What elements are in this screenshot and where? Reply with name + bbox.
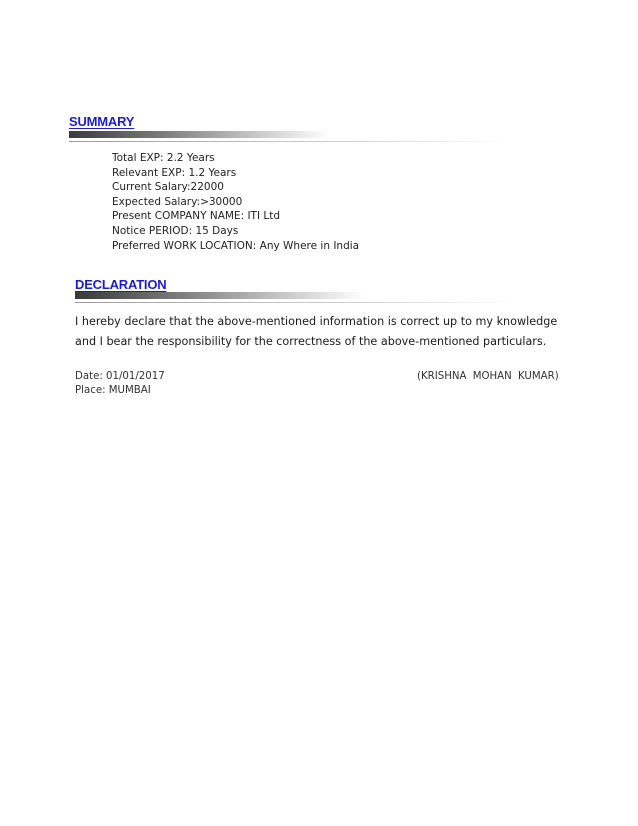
declaration-signature: (KRISHNA MOHAN KUMAR) [417, 371, 559, 382]
summary-item-notice-period: Notice PERIOD: 15 Days [112, 224, 239, 237]
summary-list [112, 151, 359, 253]
declaration-line-1: I hereby declare that the above-mentioned information is correct up to my knowledge [75, 315, 558, 328]
summary-item-company: Present COMPANY NAME: ITI Ltd [112, 210, 281, 223]
summary-item-expected-salary: Expected Salary:>30000 [112, 195, 243, 208]
summary-item-current-salary: Current Salary:22000 [112, 181, 224, 194]
declaration-place: Place: MUMBAI [75, 385, 151, 396]
summary-divider [69, 141, 509, 142]
summary-item-work-location: Preferred WORK LOCATION: Any Where in India [112, 239, 360, 252]
declaration-statement [75, 312, 575, 352]
summary-item-total-exp: Total EXP: 2.2 Years [112, 152, 215, 164]
declaration-line-2: and I bear the responsibility for the correctness of the above-mentioned particulars. [75, 335, 547, 348]
declaration-date: Date: 01/01/2017 [75, 371, 165, 382]
declaration-heading-bar [75, 292, 365, 299]
summary-heading: SUMMARY [69, 114, 135, 129]
declaration-divider [75, 302, 520, 303]
summary-heading-bar [69, 131, 329, 138]
declaration-heading: DECLARATION [75, 277, 167, 292]
summary-item-relevant-exp: Relevant EXP: 1.2 Years [112, 166, 237, 179]
